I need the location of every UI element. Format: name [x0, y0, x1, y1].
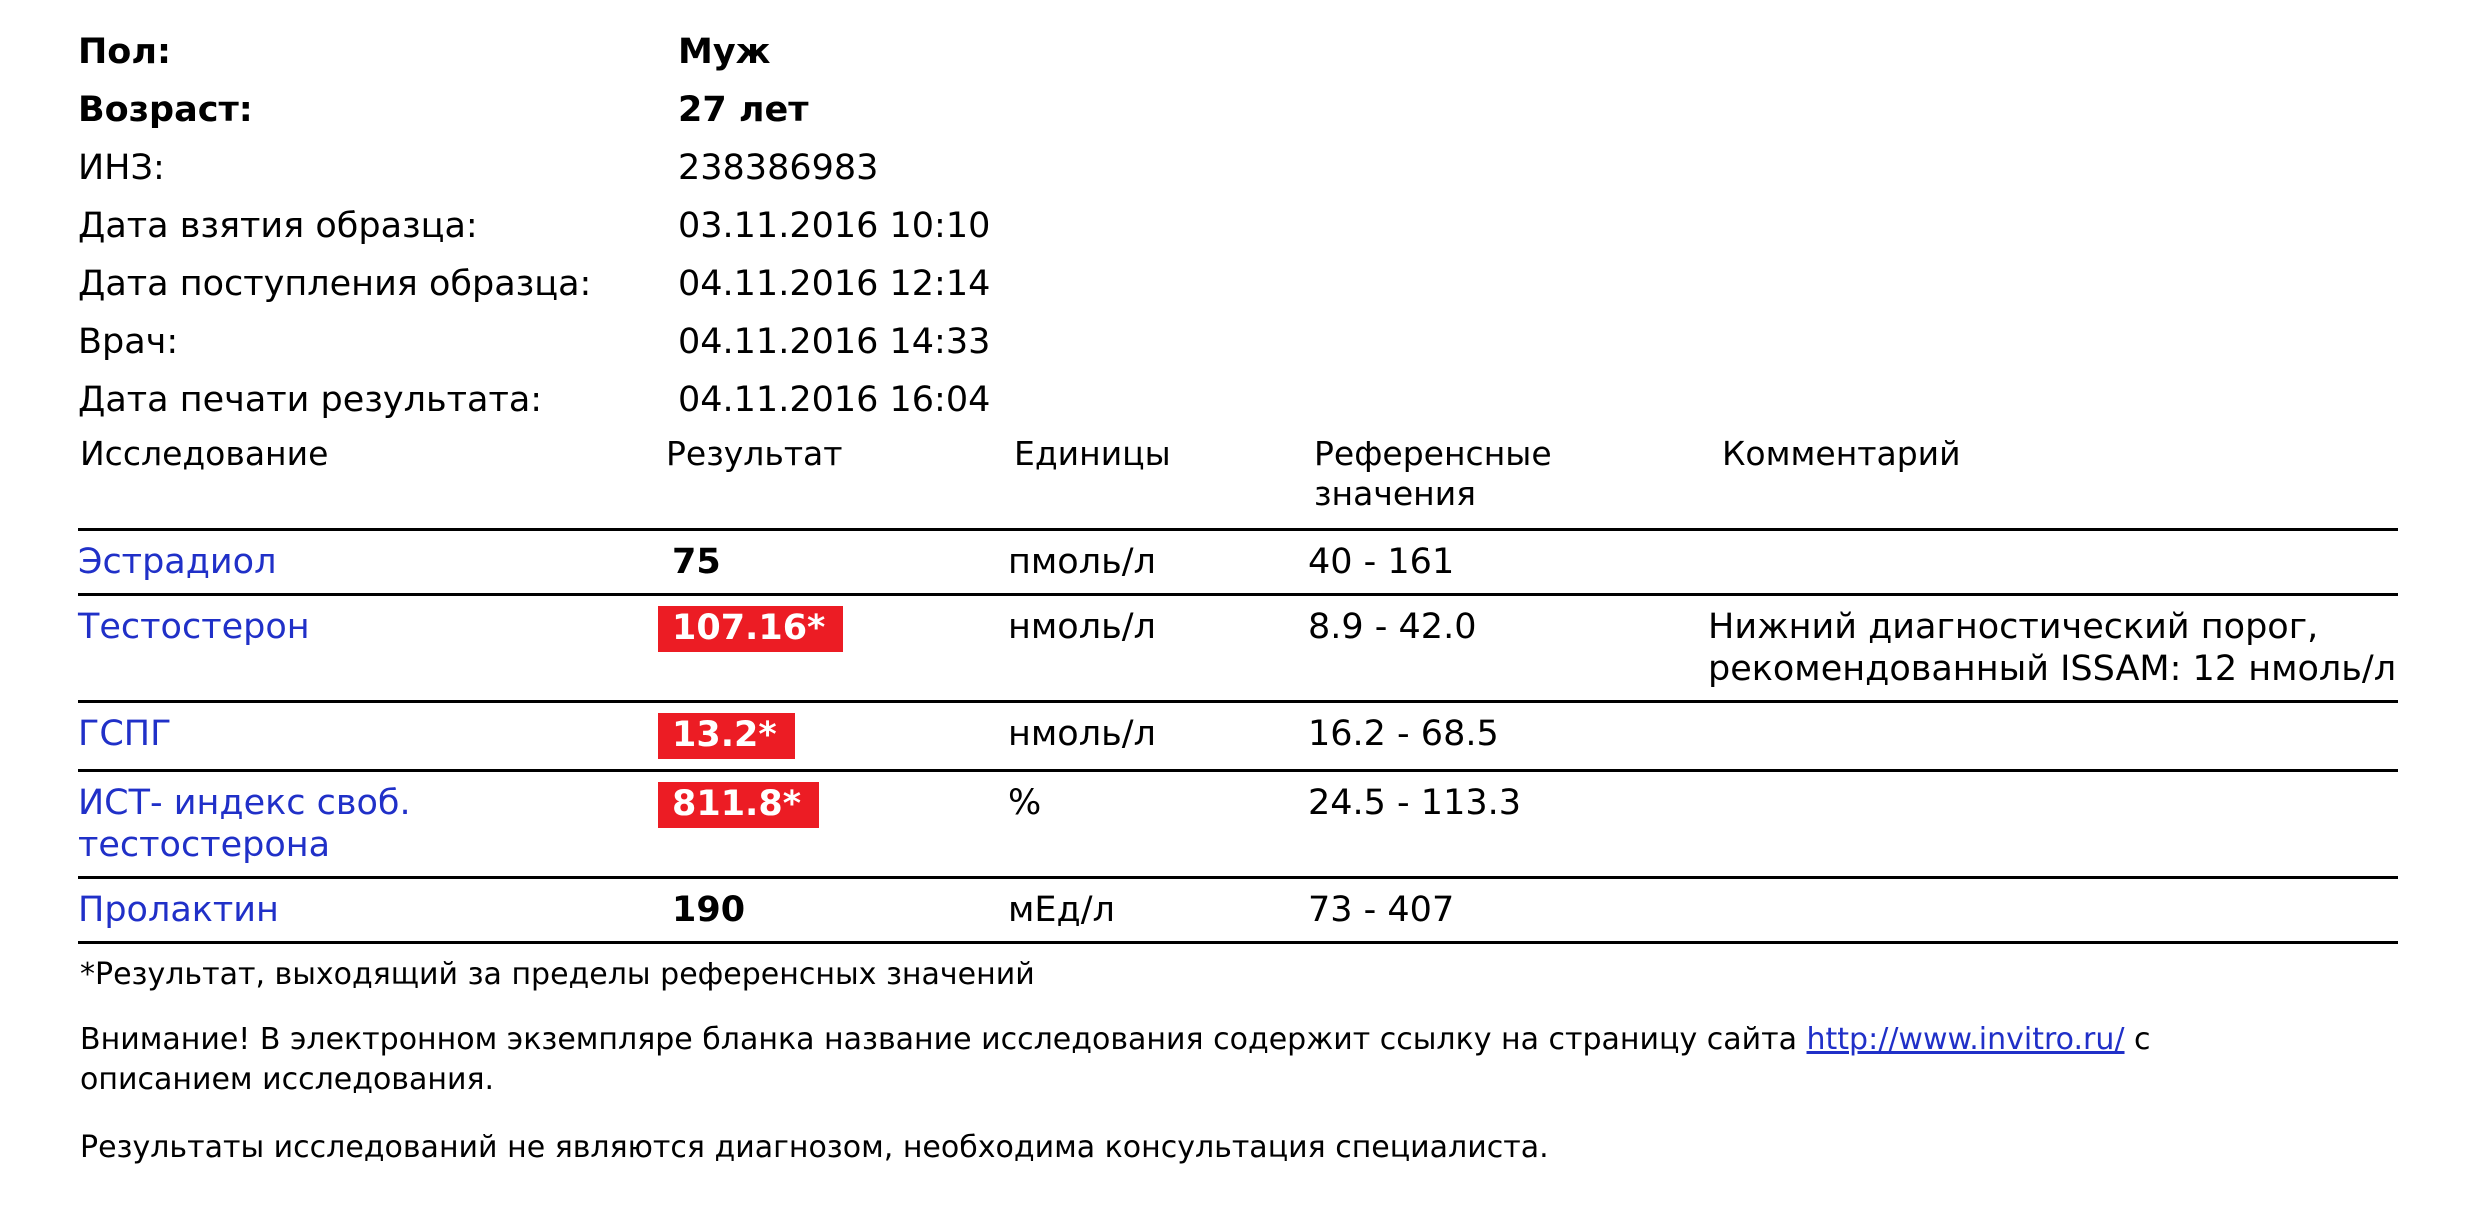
- table-row: [78, 771, 2398, 878]
- results-table: [78, 434, 2398, 944]
- disclaimer-note: Результаты исследований не являются диагнозом, необходима консультация специалиста.: [80, 1130, 1549, 1165]
- patient-sex-label: Пол:: [78, 32, 171, 72]
- patient-info-table: [78, 14, 2398, 420]
- patient-age-value: 27 лет: [678, 90, 809, 130]
- row-reference-range: 24.5 - 113.3: [1308, 783, 1522, 823]
- asterisk-footnote: *Результат, выходящий за пределы референсных значений: [80, 957, 1035, 992]
- result-text: 190: [672, 890, 746, 930]
- row-study-name[interactable]: ИСТ- индекс своб. тестостерона: [78, 783, 411, 865]
- order-number-label: ИНЗ:: [78, 148, 165, 188]
- patient-info-row: [78, 130, 2398, 188]
- patient-age-label: Возраст:: [78, 90, 253, 130]
- row-study-name[interactable]: Тестостерон: [78, 607, 310, 647]
- header-result: Результат: [666, 434, 843, 473]
- patient-info-row: [78, 72, 2398, 130]
- sample-taken-date-label: Дата взятия образца:: [78, 206, 478, 246]
- row-reference-range: 8.9 - 42.0: [1308, 607, 1477, 647]
- row-comment: [1708, 702, 2398, 771]
- document-body: [78, 14, 2398, 1168]
- out-of-range-badge: 107.16*: [658, 606, 843, 652]
- print-date-label: Дата печати результата:: [78, 380, 543, 420]
- table-row: [78, 878, 2398, 943]
- attention-note-text-after: с описанием исследования.: [80, 1022, 2151, 1097]
- row-comment: [1708, 530, 2398, 595]
- order-number-value: 238386983: [678, 148, 879, 188]
- row-result-value: [658, 878, 1008, 943]
- patient-info-rows: [78, 14, 2398, 420]
- print-date-value: 04.11.2016 16:04: [678, 380, 991, 420]
- sample-taken-date-value: 03.11.2016 10:10: [678, 206, 991, 246]
- header-comment: Комментарий: [1722, 434, 1961, 473]
- out-of-range-badge: 811.8*: [658, 782, 819, 828]
- results-table-header: [78, 434, 2398, 530]
- patient-info-row: [78, 304, 2398, 362]
- doctor-label: Врач:: [78, 322, 179, 362]
- doctor-value: 04.11.2016 14:33: [678, 322, 991, 362]
- row-units: нмоль/л: [1008, 714, 1156, 754]
- row-result-value: [658, 530, 1008, 595]
- result-text: 75: [672, 542, 721, 582]
- row-units: пмоль/л: [1008, 542, 1156, 582]
- sample-received-date-label: Дата поступления образца:: [78, 264, 592, 304]
- patient-info-row: [78, 246, 2398, 304]
- row-study-name[interactable]: Пролактин: [78, 890, 279, 930]
- attention-note-text-before: Внимание! В электронном экземпляре бланка название исследования содержит ссылку на страницу сайта: [80, 1022, 1807, 1057]
- header-study: Исследование: [80, 434, 329, 473]
- row-result-value: [658, 595, 1008, 702]
- table-row: [78, 595, 2398, 702]
- row-comment: Нижний диагностический порог, рекомендованный ISSAM: 12 нмоль/л: [1708, 607, 2397, 689]
- row-reference-range: 40 - 161: [1308, 542, 1455, 582]
- out-of-range-badge: 13.2*: [658, 713, 795, 759]
- results-header-row: [78, 434, 2398, 530]
- header-units: Единицы: [1014, 434, 1171, 473]
- row-comment: [1708, 878, 2398, 943]
- sample-received-date-value: 04.11.2016 12:14: [678, 264, 991, 304]
- table-row: [78, 702, 2398, 771]
- row-units: мЕд/л: [1008, 890, 1115, 930]
- results-table-body: [78, 530, 2398, 943]
- patient-info-row: [78, 14, 2398, 72]
- patient-sex-value: Муж: [678, 32, 771, 72]
- invitro-site-link[interactable]: http://www.invitro.ru/: [1806, 1022, 2125, 1057]
- row-study-name[interactable]: Эстрадиол: [78, 542, 277, 582]
- row-reference-range: 73 - 407: [1308, 890, 1455, 930]
- attention-note: [80, 1020, 2310, 1100]
- table-row: [78, 530, 2398, 595]
- row-result-value: [658, 771, 1008, 878]
- patient-info-row: [78, 188, 2398, 246]
- patient-info-row: [78, 362, 2398, 420]
- row-reference-range: 16.2 - 68.5: [1308, 714, 1499, 754]
- row-study-name[interactable]: ГСПГ: [78, 714, 172, 754]
- row-result-value: [658, 702, 1008, 771]
- header-reference: Референсные значения: [1314, 434, 1552, 513]
- row-units: %: [1008, 783, 1042, 823]
- row-comment: [1708, 771, 2398, 878]
- row-units: нмоль/л: [1008, 607, 1156, 647]
